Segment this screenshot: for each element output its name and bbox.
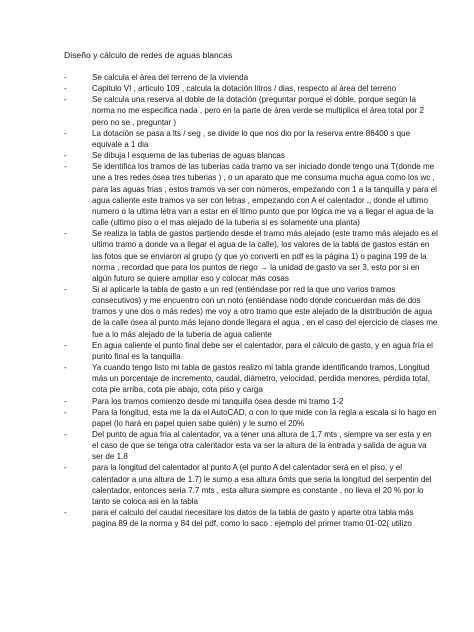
bullet-dash: - bbox=[64, 407, 67, 417]
list-item-text: En agua caliente el punto final debe ser el calentador, para el cálculo de gasto, y en agua fría el punto final es la tanquilla bbox=[92, 340, 433, 361]
bullet-dash: - bbox=[64, 84, 67, 94]
list-item bbox=[64, 284, 438, 340]
bullet-dash: - bbox=[64, 430, 67, 439]
bullet-dash: - bbox=[64, 151, 67, 161]
bullet-dash: - bbox=[64, 162, 67, 172]
bullet-dash: - bbox=[64, 95, 67, 105]
list-item bbox=[64, 228, 438, 284]
list-item-text: Se calcula el área del terreno de la vivienda bbox=[92, 73, 249, 82]
list-item bbox=[64, 340, 438, 362]
list-item-text: Capitulo VI , articulo 109 , calcula la dotación litros / dias, respecto al área del terreno bbox=[92, 84, 397, 94]
bullet-dash: - bbox=[64, 229, 67, 239]
list-item-text: Para la longitud, esta me la da el AutoCAD, o con lo que mide con la regla a escala si lo hago en papel (lo hará en papel quien sabe quién) y le sumo el 20% bbox=[92, 407, 437, 428]
document-title: Diseño y cálculo de redes de aguas blancas bbox=[64, 50, 233, 60]
list-item-text: Del punto de agua fria al calentador, va a tener una altura de 1.7 mts , siempre va ser esta y en el caso de que se tenga otra calentador esta va ser la altura de la entrada y salida de agua va ser de 1.8 bbox=[92, 430, 432, 462]
list-item bbox=[64, 396, 438, 407]
bullet-dash: - bbox=[64, 508, 67, 518]
list-item-text: Se identifica los tramos de las tuberias cada tramo va ser iniciado donde tengo una T(donde me une a tres redes ósea tres tuberias ) , o un aparato que me consuma mucha agua como los wc , para las aguas frias , estos tramos va ser con números, empezando con 1 a la tanquilla y para el agua caliente este tramos va ser con letras , empezando con A el calentador ,, donde el ultimo numero o la ultima letra van a estar en el ltimo punto que por lógica me va a llegar el agua de la calle (ultimo piso o el mas alejado de la tuberia si es solamente una planta) bbox=[92, 162, 437, 228]
bullet-dash: - bbox=[64, 340, 67, 350]
list-item bbox=[64, 72, 438, 83]
bullet-list bbox=[64, 72, 438, 529]
bullet-dash: - bbox=[64, 363, 67, 373]
bullet-dash: - bbox=[64, 128, 67, 138]
list-item bbox=[64, 462, 438, 507]
bullet-dash: - bbox=[64, 73, 67, 82]
list-item bbox=[64, 507, 438, 529]
list-item-text: Si al aplicarle la tabla de gasto a un red (entiéndase por red la que uno varios tramos consecutivos) y me encuentro con un noto (entiéndase nodo donde concuerdan más de dos tramos y une dos o más redes) me voy a otro tramo que este alejado de la distribución de agua de la calle ósea al punto más lejano donde llegara el agua , en el caso del ejercicio de clases me fue a lo más alejado de la tuberia de agua caliente bbox=[92, 284, 438, 339]
list-item-text: para el calculo del caudal necesitare los datos de la tabla de gasto y aparte otra tabla más pagina 89 de la norma y 84 del pdf, como lo saco : ejemplo del primer tramo 01-02( utilizo bbox=[92, 508, 414, 529]
list-item bbox=[64, 94, 438, 127]
bullet-dash: - bbox=[64, 284, 67, 294]
list-item-text: para la longitud del calentador al punto A (el punto A del calentador será en el piso, y el calentador a una altura de 1.7) le sumo a esa altura 6mts que seria la longitud del serpentin del calentador, entonces seria 7.7 mts , esta altura siempre es constante , no lleva el 20 % por lo tanto se coloca asi en la tabla bbox=[92, 463, 432, 506]
list-item bbox=[64, 429, 438, 462]
bullet-dash: - bbox=[64, 463, 67, 473]
list-item bbox=[64, 150, 438, 161]
list-item-text: La dotación se pasa a lts / seg , se divide lo que nos dio por la reserva entre 86400 s que equivale a 1 dia bbox=[92, 128, 411, 149]
list-item-text: Se realiza la tabla de gastos partiendo desde el tramo más alejado (este tramo más alejado es el ultimo tramo a donde va a llegar el agua de la calle), los valores de la tabla de gastos están en las fotos que se enviaron al grupo (y que yo converti en pdf es la página 1) o pagina 199 de la norma , recordad que para los puntos de riego → la unidad de gasto va ser 3, esto por si en algún futuro se quiere ampliar eso y colocar más cosas bbox=[92, 229, 438, 283]
list-item-text: Ya cuando tengo listo mi tabla de gastos realizo mi tabla grande identificando tramos, Longitud más un porcentaje de incremento, caudal, diámetro, velocidad, perdida menores, pérdida total, cota pie arriba, cota pie abajo, cota piso y carga bbox=[92, 363, 430, 395]
list-item bbox=[64, 83, 438, 94]
list-item bbox=[64, 161, 438, 228]
bullet-dash: - bbox=[64, 396, 67, 406]
list-item bbox=[64, 407, 438, 429]
list-item-text: Se calcula una reserva al doble de la dotación (preguntar porque el doble, porque según la norma no me especifica nada , pero en la parte de área verde se multiplica el área total por 2 pero no se , preguntar ) bbox=[92, 95, 424, 127]
list-item bbox=[64, 128, 438, 150]
list-item-text: Se dibuja l esquema de las tuberias de aguas blancas bbox=[92, 151, 285, 161]
list-item bbox=[64, 362, 438, 395]
list-item-text: Para los tramos comienzo desde mi tanquilla ósea desde mi tramo 1-2 bbox=[92, 396, 344, 406]
